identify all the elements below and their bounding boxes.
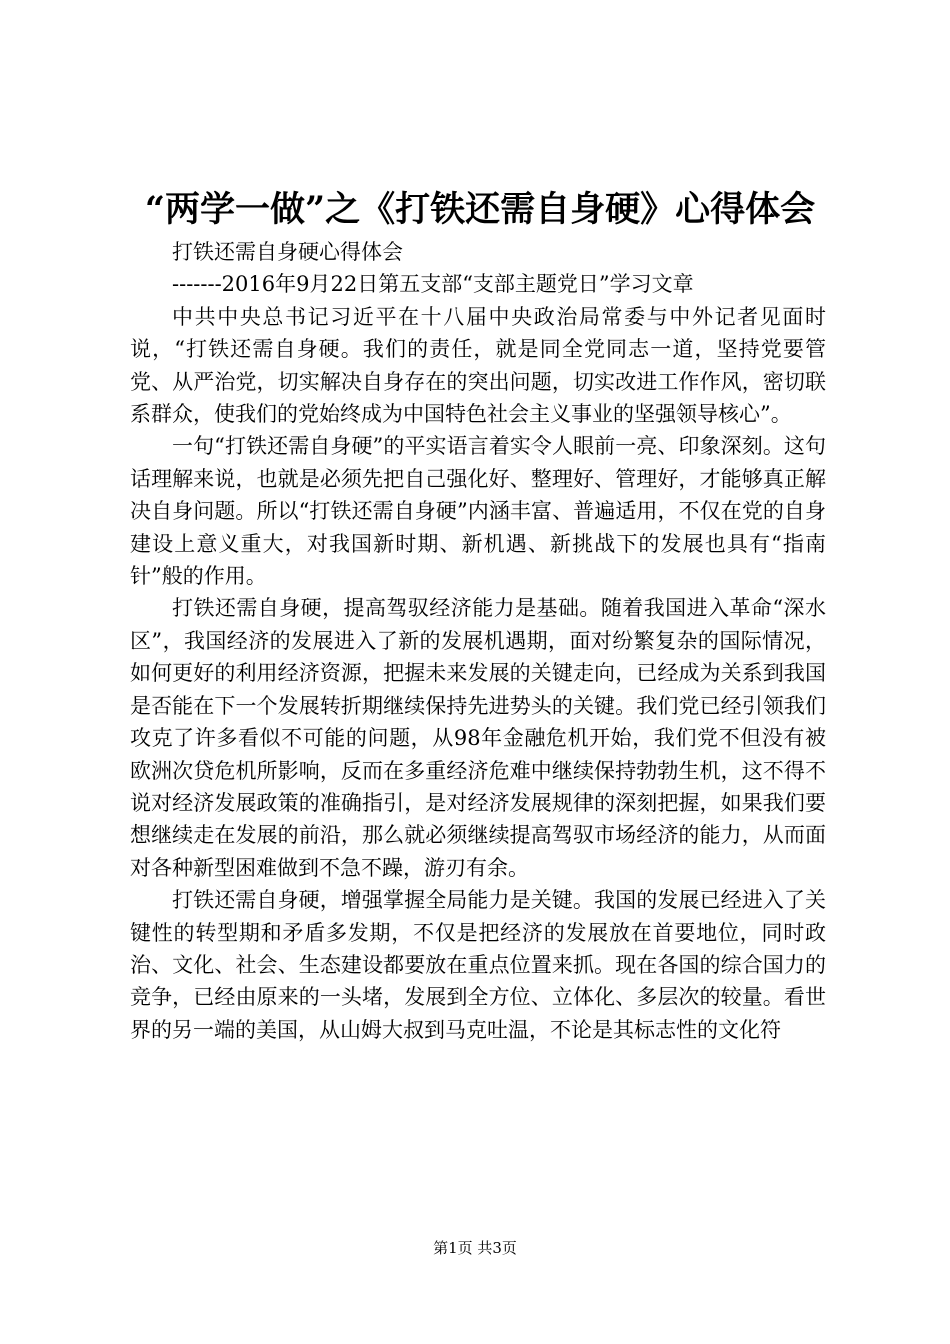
paragraph-2: 一句“打铁还需自身硬”的平实语言着实令人眼前一亮、印象深刻。这句话理解来说，也就是必须先把自己强化好、整理好、管理好，才能够真正解决自身问题。所以“打铁还需自身硬”内涵丰富、普遍适用，不仅在党的自身建设上意义重大，对我国新时期、新机遇、新挑战下的发展也具有“指南针”般的作用。: [130, 434, 826, 589]
document-body: [130, 236, 826, 1046]
document-subtitle: 打铁还需自身硬心得体会: [172, 240, 403, 264]
paragraph-1: 中共中央总书记习近平在十八届中央政治局常委与中外记者见面时说，“打铁还需自身硬。我们的责任，就是同全党同志一道，坚持党要管党、从严治党，切实解决自身存在的突出问题，切实改进工作作风，密切联系群众，使我们的党始终成为中国特色社会主义事业的坚强领导核心”。: [130, 304, 826, 427]
dateline: -------2016年9月22日第五支部“支部主题党日”学习文章: [172, 272, 694, 297]
paragraph-3: 打铁还需自身硬，提高驾驭经济能力是基础。随着我国进入革命“深水区”，我国经济的发展进入了新的发展机遇期，面对纷繁复杂的国际情况，如何更好的利用经济资源，把握未来发展的关键走向，已经成为关系到我国是否能在下一个发展转折期继续保持先进势头的关键。我们党已经引领我们攻克了许多看似不可能的问题，从98年金融危机开始，我们党不但没有被欧洲次贷危机所影响，反而在多重经济危难中继续保持勃勃生机，这不得不说对经济发展政策的准确指引，是对经济发展规律的深刻把握，如果我们要想继续走在发展的前沿，那么就必须继续提高驾驭市场经济的能力，从而面对各种新型困难做到不急不躁，游刃有余。: [130, 596, 826, 880]
page-footer: 第1页 共3页: [433, 1239, 517, 1257]
document-title: “两学一做”之《打铁还需自身硬》心得体会: [144, 189, 816, 230]
paragraph-4: 打铁还需自身硬，增强掌握全局能力是关键。我国的发展已经进入了关键性的转型期和矛盾多发期，不仅是把经济的发展放在首要地位，同时政治、文化、社会、生态建设都要放在重点位置来抓。现在各国的综合国力的竞争，已经由原来的一头堵，发展到全方位、立体化、多层次的较量。看世界的另一端的美国，从山姆大叔到马克吐温，不论是其标志性的文化符: [130, 888, 826, 1042]
